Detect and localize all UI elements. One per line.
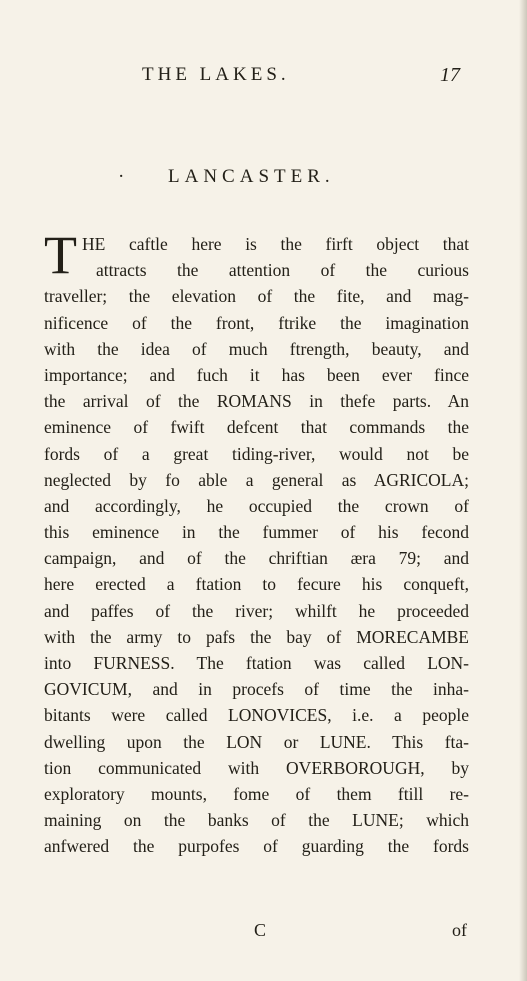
drop-cap: T [44, 225, 77, 285]
text-line: GOVICUM, and in procefs of time the inha- [44, 679, 469, 700]
text-line: dwelling upon the LON or LUNE. This fta- [44, 731, 469, 752]
running-head: THE LAKES. [142, 64, 290, 85]
section-title: LANCASTER. [168, 166, 335, 187]
text-line: anfwered the purpofes of guarding the fords [44, 836, 469, 857]
text-line: tion communicated with OVERBOROUGH, by [44, 757, 469, 778]
text-line: eminence of fwift defcent that commands the [44, 417, 469, 438]
text-line: with the army to pafs the bay of MORECAMBE [44, 626, 469, 647]
text-line: with the idea of much ftrength, beauty, and [44, 338, 469, 359]
text-line: into FURNESS. The ftation was called LON- [44, 653, 469, 673]
text-line: traveller; the elevation of the fite, and mag- [44, 286, 469, 307]
text-line: this eminence in the fummer of his fecond [44, 522, 469, 543]
body-text [44, 225, 469, 860]
text-line: attracts the attention of the curious [96, 260, 469, 281]
text-line: bitants were called LONOVICES, i.e. a people [44, 705, 469, 726]
text-line: nificence of the front, ftrike the imagination [44, 312, 469, 333]
text-line: HE caftle here is the firft object that [82, 234, 469, 254]
text-line: fords of a great tiding-river, would not be [44, 443, 469, 464]
title-ornament-dot: · [118, 166, 125, 187]
signature-mark: C [254, 920, 267, 940]
text-line: and accordingly, he occupied the crown of [44, 495, 469, 516]
text-line: and paffes of the river; whilft he proceeded [44, 600, 469, 621]
page-footer [0, 920, 527, 948]
catchword: of [452, 920, 467, 940]
text-line: maining on the banks of the LUNE; which [44, 810, 469, 831]
page-edge-shadow [519, 0, 527, 981]
text-line: campaign, and of the chriftian æra 79; and [44, 548, 469, 569]
page-header [0, 64, 527, 94]
page-number: 17 [440, 64, 460, 86]
text-line: here erected a ftation to fecure his conqueft, [44, 574, 469, 595]
text-line: the arrival of the ROMANS in thefe parts. An [44, 391, 469, 412]
text-line: importance; and fuch it has been ever fince [44, 364, 469, 385]
text-line: neglected by fo able a general as AGRICOLA; [44, 469, 469, 490]
text-line: exploratory mounts, fome of them ftill re- [44, 783, 469, 804]
